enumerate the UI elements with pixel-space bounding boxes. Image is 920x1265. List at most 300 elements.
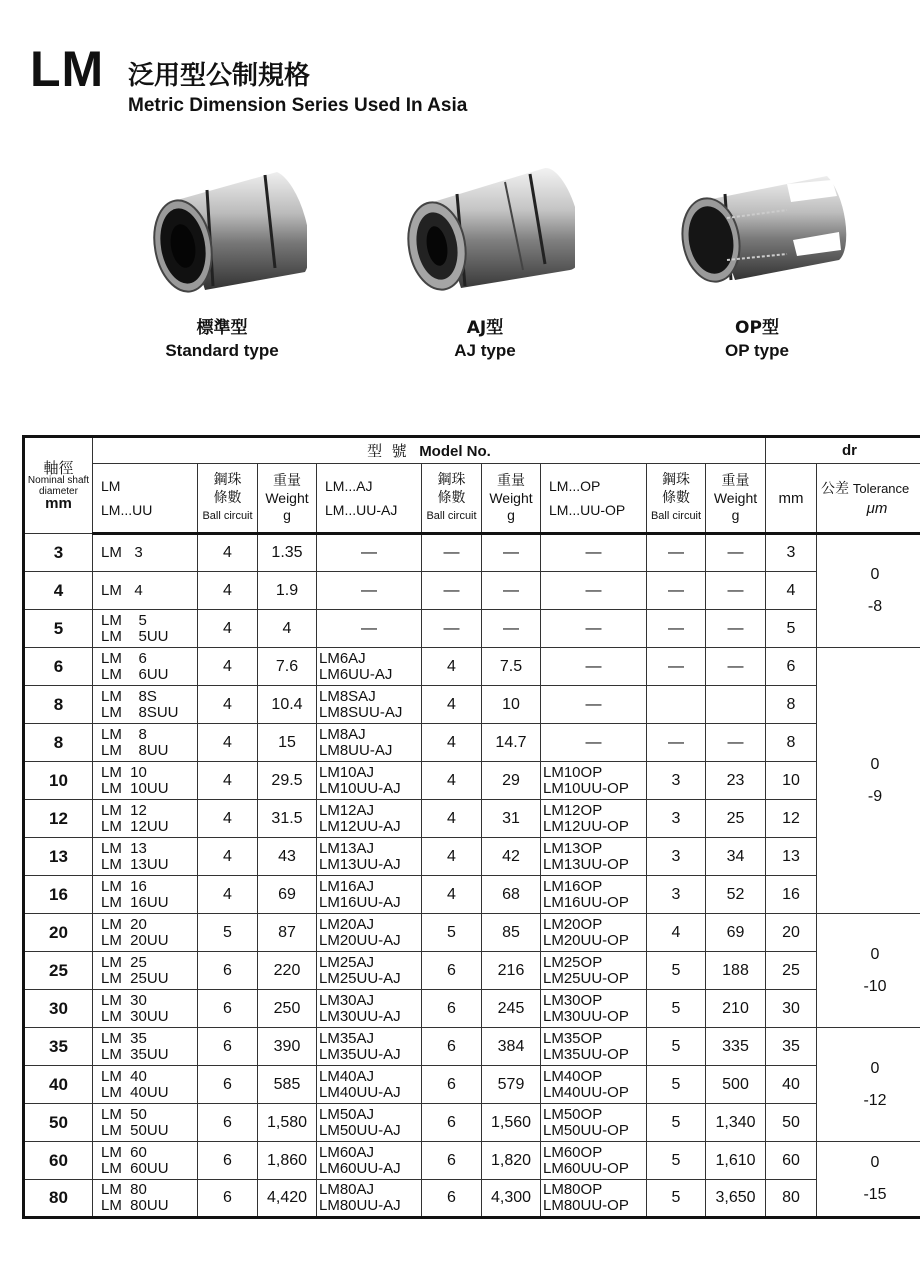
std-weight: 10.4 (271, 695, 303, 713)
aj-weight: 29 (502, 771, 520, 789)
std-weight: 87 (278, 923, 296, 941)
std-weight-header-cn: 重量 (273, 472, 301, 489)
op-ball-cell (647, 648, 706, 686)
op-model-line1: LM35OP (543, 1029, 603, 1047)
aj-model-line1: LM25AJ (319, 953, 375, 971)
op-ball-cell (647, 876, 706, 914)
tolerance-cell (817, 648, 920, 914)
std-weight-cell (258, 686, 317, 724)
op-model-line2: LM10UU-OP (543, 779, 629, 797)
op-model-header (541, 464, 647, 534)
spec-table-body (24, 534, 920, 1218)
std-weight: 4,420 (266, 1189, 308, 1206)
std-weight-cell (258, 610, 317, 648)
dr-header-label: dr (842, 442, 857, 459)
std-weight: 1,580 (266, 1113, 308, 1131)
op-model-dash: — (585, 695, 602, 713)
aj-model-cell (317, 952, 422, 990)
shaft-diameter: 35 (49, 1036, 68, 1056)
shaft-header-cn: 軸徑 (43, 458, 74, 477)
op-model-cell (541, 1028, 647, 1066)
op-ball-cell (647, 1028, 706, 1066)
aj-weight-cell (482, 1066, 541, 1104)
aj-ball: 5 (447, 923, 456, 941)
dr-mm-header: mm (766, 464, 817, 534)
std-model-cell (93, 534, 198, 572)
aj-model-line1: LM80AJ (319, 1181, 375, 1198)
dr-value: 35 (782, 1037, 800, 1055)
shaft-diameter-cell (24, 686, 93, 724)
series-title-en: Metric Dimension Series Used In Asia (128, 95, 468, 116)
aj-model-cell (317, 1142, 422, 1180)
aj-model-line1: LM30AJ (319, 991, 375, 1009)
dr-value-cell (766, 1028, 817, 1066)
tolerance-lower: -9 (867, 787, 883, 805)
shaft-diameter: 30 (49, 998, 68, 1018)
shaft-diameter-cell (24, 914, 93, 952)
op-ball-cell (647, 800, 706, 838)
dr-value-cell (766, 952, 817, 990)
op-model-line2: LM40UU-OP (543, 1083, 629, 1101)
shaft-diameter: 10 (49, 770, 68, 790)
aj-model-line2: LM8UU-AJ (319, 741, 393, 759)
aj-model-line1: LM40AJ (319, 1067, 375, 1085)
std-weight-cell (258, 648, 317, 686)
op-weight-cell (706, 648, 766, 686)
aj-weight-cell (482, 648, 541, 686)
std-ball-header-en: Ball circuit (202, 510, 253, 522)
op-model-cell (541, 724, 647, 762)
aj-weight-header-unit: g (507, 506, 515, 523)
op-weight: 52 (726, 885, 745, 903)
op-ball: — (668, 619, 684, 637)
aj-model-line2: LM60UU-AJ (319, 1159, 401, 1177)
shaft-diameter-cell (24, 1142, 93, 1180)
aj-ball: 4 (447, 657, 456, 675)
aj-ball: 6 (447, 1151, 456, 1169)
std-model-header-2: LM...UU (101, 502, 153, 518)
std-weight: 7.6 (275, 657, 299, 675)
aj-model-cell (317, 572, 422, 610)
op-model-line2: LM25UU-OP (543, 969, 629, 987)
std-weight-header-en: Weight (265, 489, 309, 506)
aj-model-line2: LM40UU-AJ (319, 1083, 401, 1101)
aj-ball-header (422, 464, 482, 534)
op-model-line2: LM80UU-OP (543, 1197, 629, 1214)
std-ball-cell (198, 838, 258, 876)
std-weight-cell (258, 1028, 317, 1066)
std-model-line2: LM 8UU (101, 741, 169, 759)
op-weight-cell (706, 724, 766, 762)
op-model-line2: LM13UU-OP (543, 855, 629, 873)
aj-model-line2: LM30UU-AJ (319, 1007, 401, 1025)
std-model-line1: LM 30 (101, 991, 147, 1009)
aj-ball-cell (422, 1180, 482, 1218)
std-model-line2: LM 60UU (101, 1159, 169, 1177)
std-model-line1: LM 25 (101, 953, 147, 971)
dr-value: 12 (782, 809, 800, 827)
aj-model-line1: LM35AJ (319, 1029, 375, 1047)
std-ball-cell (198, 534, 258, 572)
aj-weight: 245 (497, 999, 525, 1017)
product-aj-name-cn: AJ型 (466, 318, 504, 338)
aj-ball: — (443, 544, 460, 561)
aj-model-line2: LM80UU-AJ (319, 1197, 401, 1214)
std-ball-cell (198, 1180, 258, 1218)
aj-model-cell (317, 648, 422, 686)
aj-ball-cell (422, 876, 482, 914)
aj-model-line1: LM20AJ (319, 915, 375, 933)
op-weight-header-en: Weight (713, 489, 758, 506)
std-weight-cell (258, 572, 317, 610)
shaft-diameter: 6 (53, 656, 64, 676)
aj-weight: 42 (502, 847, 520, 865)
std-model-line1: LM 16 (101, 877, 147, 895)
product-op-name-cn: OP型 (735, 318, 779, 338)
model-no-header-cn: 型 號 (367, 442, 407, 460)
std-weight-cell (258, 800, 317, 838)
std-model-line1: LM 8 (101, 725, 147, 743)
tolerance-upper: 0 (870, 566, 880, 583)
dr-value: 13 (782, 847, 800, 865)
op-ball: — (668, 657, 684, 675)
dr-header (766, 437, 920, 464)
aj-weight-cell (482, 610, 541, 648)
aj-model-cell (317, 990, 422, 1028)
std-weight: 1,860 (266, 1151, 308, 1169)
tolerance-cell (817, 914, 920, 1028)
aj-weight-cell (482, 914, 541, 952)
shaft-diameter: 80 (49, 1188, 68, 1207)
std-model-cell (93, 1028, 198, 1066)
dr-value: 4 (786, 581, 796, 599)
std-model-line2: LM 12UU (101, 817, 169, 835)
aj-model-line1: LM6AJ (319, 649, 366, 667)
op-ball-cell (647, 914, 706, 952)
aj-ball: 4 (447, 695, 456, 713)
aj-model-line2: LM13UU-AJ (319, 855, 401, 873)
shaft-diameter: 50 (49, 1112, 68, 1132)
op-weight: — (727, 581, 744, 599)
aj-model-cell (317, 724, 422, 762)
dr-value-cell (766, 762, 817, 800)
aj-model-cell (317, 1066, 422, 1104)
product-op-name-en: OP type (725, 341, 789, 360)
aj-model-cell (317, 1104, 422, 1142)
shaft-header (24, 437, 93, 534)
aj-weight-cell (482, 572, 541, 610)
std-ball-cell (198, 572, 258, 610)
op-ball-cell (647, 534, 706, 572)
op-weight-cell (706, 572, 766, 610)
aj-weight: 1,820 (490, 1151, 532, 1169)
model-no-header-en: Model No. (419, 443, 491, 460)
op-ball-cell (647, 1180, 706, 1218)
aj-ball-cell (422, 914, 482, 952)
product-standard-name-en: Standard type (165, 341, 279, 360)
std-ball-cell (198, 724, 258, 762)
std-model-cell (93, 1180, 198, 1218)
tolerance-header (817, 464, 920, 534)
op-bushing-image (667, 160, 847, 295)
aj-ball-cell (422, 648, 482, 686)
aj-ball-cell (422, 1142, 482, 1180)
std-model-line2: LM 20UU (101, 931, 169, 949)
shaft-diameter-cell (24, 990, 93, 1028)
dr-value: 10 (782, 771, 800, 789)
dr-value: 30 (782, 999, 800, 1017)
std-model-cell (93, 990, 198, 1028)
std-weight-cell (258, 724, 317, 762)
op-model-line1: LM25OP (543, 953, 603, 971)
table-row (24, 1028, 920, 1066)
op-weight-header-cn: 重量 (721, 472, 750, 489)
op-weight: 335 (722, 1037, 749, 1055)
std-model-line2: LM 6UU (101, 665, 169, 683)
std-ball-cell (198, 1142, 258, 1180)
op-model-cell (541, 952, 647, 990)
tolerance-upper: 0 (870, 1154, 880, 1171)
std-model-line2: LM 25UU (101, 969, 169, 987)
aj-model-cell (317, 610, 422, 648)
aj-model-line1: LM10AJ (319, 763, 375, 781)
op-ball: — (668, 544, 684, 561)
shaft-diameter: 60 (49, 1150, 68, 1170)
std-model-line2: LM 16UU (101, 893, 169, 911)
aj-model-cell (317, 762, 422, 800)
aj-model-dash: — (361, 581, 377, 599)
dr-value: 6 (786, 657, 796, 675)
tolerance-header-en: Tolerance (852, 480, 910, 496)
aj-weight: 10 (502, 695, 520, 713)
aj-weight: — (503, 619, 519, 637)
op-weight-cell (706, 610, 766, 648)
aj-model-line2: LM16UU-AJ (319, 893, 401, 911)
aj-weight-cell (482, 800, 541, 838)
product-standard (122, 160, 322, 361)
aj-model-line1: LM16AJ (319, 877, 375, 895)
std-model-line1: LM 80 (101, 1181, 147, 1198)
std-ball: 4 (223, 619, 232, 637)
aj-weight-cell (482, 838, 541, 876)
op-weight-cell (706, 952, 766, 990)
aj-weight: — (503, 544, 519, 561)
std-model-line1: LM 35 (101, 1029, 147, 1047)
op-model-header-1: LM...OP (549, 478, 601, 494)
std-model-line1: LM 12 (101, 801, 147, 819)
shaft-diameter-cell (24, 1066, 93, 1104)
shaft-diameter: 13 (49, 846, 68, 866)
op-model-cell (541, 838, 647, 876)
std-weight: 585 (273, 1075, 301, 1093)
dr-value: 50 (782, 1113, 800, 1131)
aj-ball: 6 (447, 1189, 456, 1206)
op-weight: 25 (726, 809, 745, 827)
aj-ball-cell (422, 1104, 482, 1142)
op-model-line1: LM80OP (543, 1181, 603, 1198)
op-ball-cell (647, 1142, 706, 1180)
dr-value-cell (766, 572, 817, 610)
std-weight-cell (258, 1180, 317, 1218)
std-weight-cell (258, 1104, 317, 1142)
op-model-line1: LM20OP (543, 915, 603, 933)
dr-value-cell (766, 876, 817, 914)
op-weight-cell (706, 876, 766, 914)
shaft-diameter-cell (24, 534, 93, 572)
tolerance-lower: -10 (863, 977, 887, 995)
op-weight: — (727, 657, 744, 675)
op-weight-cell (706, 762, 766, 800)
shaft-diameter: 12 (49, 808, 68, 828)
dr-value: 80 (782, 1189, 800, 1206)
std-ball: 6 (223, 961, 232, 979)
op-ball-cell (647, 838, 706, 876)
op-weight: 500 (722, 1075, 749, 1093)
aj-weight-cell (482, 724, 541, 762)
std-model-line1: LM 8S (101, 687, 157, 705)
aj-model-line1: LM8SAJ (319, 687, 376, 705)
std-weight: 69 (278, 885, 296, 903)
std-ball: 6 (223, 1189, 232, 1206)
product-aj-name-en: AJ type (454, 341, 516, 360)
std-model-line1: LM 13 (101, 839, 147, 857)
aj-ball-header-en: Ball circuit (426, 510, 477, 522)
op-model-dash: — (585, 657, 602, 675)
table-row (24, 800, 920, 838)
shaft-diameter: 3 (53, 542, 64, 562)
aj-ball: 6 (447, 1037, 456, 1055)
aj-weight-cell (482, 1180, 541, 1218)
aj-model-line1: LM50AJ (319, 1105, 375, 1123)
std-weight: 29.5 (271, 771, 303, 789)
op-weight-cell (706, 1028, 766, 1066)
aj-ball-cell (422, 534, 482, 572)
dr-value-cell (766, 724, 817, 762)
op-model-line1: LM10OP (543, 763, 603, 781)
op-model-dash: — (585, 619, 602, 637)
op-model-header-2: LM...UU-OP (549, 502, 626, 518)
op-ball: — (668, 733, 684, 751)
op-weight-cell (706, 800, 766, 838)
dr-value: 3 (786, 544, 796, 561)
dr-value-cell (766, 610, 817, 648)
std-model-cell (93, 952, 198, 990)
aj-weight-header (482, 464, 541, 534)
op-weight: 34 (726, 847, 745, 865)
std-model-cell (93, 800, 198, 838)
std-weight-cell (258, 534, 317, 572)
product-aj (385, 160, 585, 361)
table-row (24, 1066, 920, 1104)
table-row (24, 838, 920, 876)
std-ball-header (198, 464, 258, 534)
aj-ball: 4 (447, 885, 456, 903)
aj-model-cell (317, 534, 422, 572)
std-model-line1: LM 60 (101, 1143, 147, 1161)
aj-ball-cell (422, 724, 482, 762)
op-ball: 3 (671, 885, 681, 903)
aj-model-cell (317, 686, 422, 724)
std-weight-cell (258, 876, 317, 914)
shaft-diameter-cell (24, 762, 93, 800)
tolerance-header-cn: 公差 (821, 480, 849, 497)
op-weight: 69 (726, 923, 745, 941)
std-model-cell (93, 1142, 198, 1180)
spec-table (22, 435, 920, 1219)
op-model-cell (541, 1180, 647, 1218)
op-ball: 5 (671, 1037, 681, 1055)
std-model-line2: LM 5UU (101, 627, 169, 645)
std-ball-cell (198, 800, 258, 838)
std-model-line2: LM 80UU (101, 1197, 169, 1214)
aj-model-cell (317, 838, 422, 876)
std-model-line1: LM 20 (101, 915, 147, 933)
std-model-cell (93, 1066, 198, 1104)
std-ball-cell (198, 1066, 258, 1104)
std-ball: 6 (223, 1151, 232, 1169)
std-model-line2: LM 50UU (101, 1121, 169, 1139)
aj-model-line2: LM25UU-AJ (319, 969, 401, 987)
op-model-cell (541, 686, 647, 724)
standard-bushing-image (137, 160, 307, 295)
shaft-diameter-cell (24, 952, 93, 990)
aj-weight: 31 (502, 809, 520, 827)
std-model-cell (93, 610, 198, 648)
aj-ball-cell (422, 686, 482, 724)
aj-model-line2: LM35UU-AJ (319, 1045, 401, 1063)
aj-weight-cell (482, 534, 541, 572)
op-weight-cell (706, 914, 766, 952)
op-weight: — (727, 733, 744, 751)
std-ball: 4 (223, 695, 232, 713)
aj-model-line2: LM20UU-AJ (319, 931, 401, 949)
op-weight: 210 (722, 999, 749, 1017)
aj-ball: 4 (447, 847, 456, 865)
std-ball: 4 (223, 544, 232, 561)
op-model-cell (541, 648, 647, 686)
aj-ball-cell (422, 952, 482, 990)
shaft-diameter: 4 (53, 580, 64, 600)
op-ball: 5 (671, 1113, 681, 1131)
series-title-cn: 泛用型公制規格 (128, 61, 311, 91)
shaft-diameter: 16 (49, 884, 68, 904)
op-model-line1: LM60OP (543, 1143, 603, 1161)
op-ball-cell (647, 724, 706, 762)
op-ball-cell (647, 952, 706, 990)
dr-value-cell (766, 1104, 817, 1142)
aj-model-line1: LM60AJ (319, 1143, 375, 1161)
std-ball: 6 (223, 1113, 232, 1131)
aj-weight: 4,300 (490, 1189, 532, 1206)
aj-model-line2: LM50UU-AJ (319, 1121, 401, 1139)
dr-value: 25 (782, 961, 800, 979)
shaft-diameter-cell (24, 800, 93, 838)
std-weight-header-unit: g (283, 506, 291, 523)
std-model: LM 4 (101, 581, 143, 599)
shaft-header-unit: mm (45, 494, 72, 512)
std-weight-cell (258, 1066, 317, 1104)
op-model-cell (541, 914, 647, 952)
op-weight-cell (706, 1104, 766, 1142)
aj-model-cell (317, 1180, 422, 1218)
op-model-line1: LM16OP (543, 877, 603, 895)
std-weight: 1.9 (275, 581, 299, 599)
op-model-line1: LM30OP (543, 991, 603, 1009)
op-weight: 3,650 (715, 1189, 756, 1206)
aj-ball: 4 (447, 771, 456, 789)
op-model-cell (541, 610, 647, 648)
aj-model-cell (317, 800, 422, 838)
